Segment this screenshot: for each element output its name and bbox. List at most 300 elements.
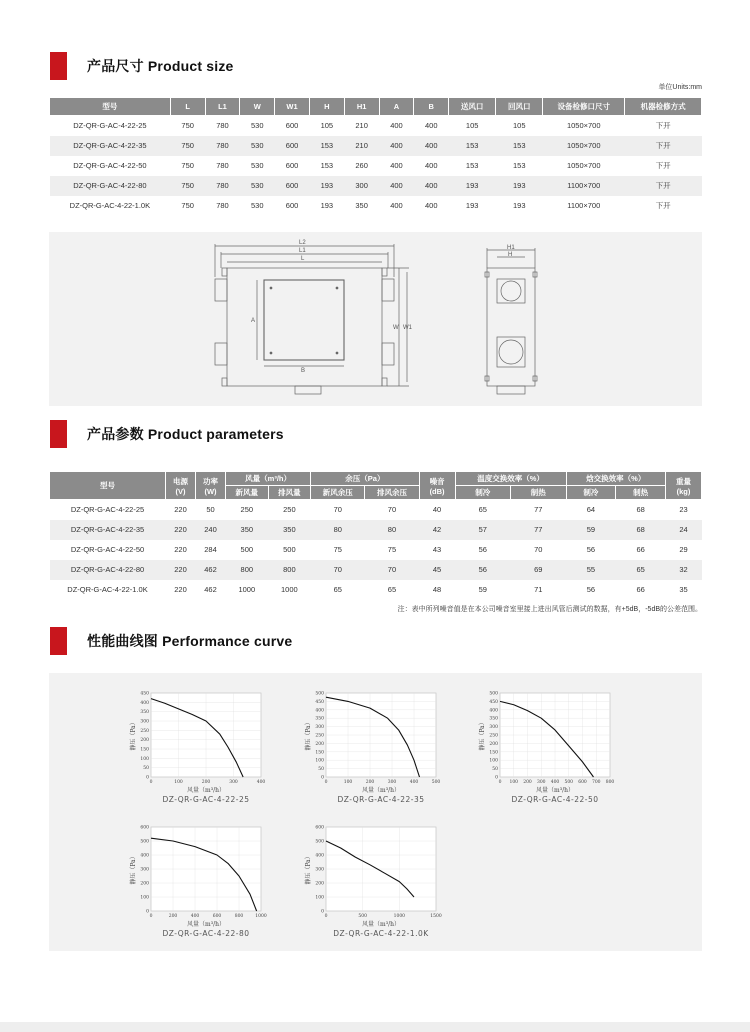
chart-caption: DZ-QR-G-AC-4-22-1.0K <box>333 929 429 938</box>
x-tick-label: 300 <box>387 780 397 785</box>
performance-chart-3 <box>472 691 637 811</box>
air-outlet-bottom <box>499 340 523 364</box>
table-cell: 530 <box>251 161 264 170</box>
table-cell: 69 <box>511 560 567 580</box>
table-cell: 77 <box>534 505 543 515</box>
size-col-header: 设备检修口尺寸 <box>543 98 625 116</box>
size-col-header: 机器检修方式 <box>625 98 702 116</box>
table-cell: 下开 <box>655 201 671 210</box>
table-cell: 220 <box>174 545 187 554</box>
table-cell: 780 <box>216 121 229 131</box>
table-cell: 400 <box>424 161 438 170</box>
y-tick-label: 100 <box>140 895 149 901</box>
table-row <box>50 196 702 216</box>
port-left-top <box>215 279 227 301</box>
size-col-header: H1 <box>344 98 379 116</box>
x-tick-label: 300 <box>229 780 238 785</box>
table-cell: 500 <box>240 545 254 554</box>
section-title-params: 产品参数 Product parameters <box>87 426 284 442</box>
table-cell: 400 <box>390 121 403 131</box>
th-weight: 重量 (kg) <box>666 472 702 500</box>
table-cell: DZ-QR-G-AC-4-22-50 <box>70 545 145 554</box>
table-cell: 462 <box>204 585 217 594</box>
label-a: A <box>251 318 256 324</box>
y-tick-label: 450 <box>315 699 324 705</box>
chart-caption: DZ-QR-G-AC-4-22-35 <box>337 795 425 804</box>
y-tick-label: 0 <box>321 775 324 781</box>
table-cell: 240 <box>196 520 226 540</box>
table-cell: 70 <box>333 505 342 515</box>
th-exhaust-pressure: 排风余压 <box>365 486 419 500</box>
chart-caption: DZ-QR-G-AC-4-22-80 <box>162 929 250 938</box>
th-temp-eff: 温度交换效率（%） <box>455 472 566 486</box>
table-row <box>50 520 702 540</box>
size-col-header: L1 <box>205 98 240 116</box>
drain-pipe <box>295 386 321 394</box>
table-cell: 193 <box>449 176 496 196</box>
table-cell: 750 <box>181 201 194 210</box>
table-cell: DZ-QR-G-AC-4-22-50 <box>73 161 147 170</box>
table-cell: 153 <box>449 136 496 156</box>
table-cell: 800 <box>268 560 311 580</box>
table-cell: 530 <box>251 201 264 210</box>
performance-chart-4 <box>123 825 288 945</box>
table-cell: 350 <box>355 201 368 210</box>
table-row <box>50 136 702 156</box>
y-tick-label: 200 <box>489 741 498 747</box>
table-cell: 65 <box>333 585 342 594</box>
unit-body-side <box>487 268 535 386</box>
x-tick-label: 0 <box>498 780 502 785</box>
table-cell: 400 <box>424 201 438 210</box>
table-cell: 50 <box>206 505 215 515</box>
table-cell: 70 <box>311 560 365 580</box>
table-cell: 66 <box>636 585 645 594</box>
table-cell: 400 <box>390 201 403 210</box>
table-cell: 56 <box>586 585 596 594</box>
table-cell: 75 <box>387 545 397 554</box>
table-cell: 400 <box>390 161 403 170</box>
table-cell: 400 <box>424 121 438 131</box>
section-header-curve <box>50 627 292 655</box>
th-enth-cooling: 制冷 <box>566 486 616 500</box>
table-cell: 210 <box>344 136 379 156</box>
y-axis-label: 静压（Pa） <box>130 853 137 885</box>
y-axis-label: 静压（Pa） <box>130 719 137 751</box>
size-table <box>49 97 702 216</box>
y-tick-label: 600 <box>315 825 324 831</box>
y-tick-label: 400 <box>140 700 149 706</box>
table-cell: 250 <box>283 505 296 515</box>
x-tick-label: 0 <box>324 780 328 785</box>
table-cell: 75 <box>333 545 342 554</box>
y-tick-label: 250 <box>489 733 498 739</box>
table-cell: 48 <box>432 585 442 594</box>
y-tick-label: 0 <box>495 775 498 781</box>
x-tick-label: 100 <box>343 780 353 785</box>
table-cell: 64 <box>586 505 596 515</box>
th-enthalpy-eff: 焓交换效率（%） <box>566 472 665 486</box>
th-airflow: 风量（m³/h） <box>226 472 311 486</box>
table-cell: 24 <box>666 520 702 540</box>
x-tick-label: 100 <box>174 780 183 785</box>
performance-chart-5 <box>298 825 463 945</box>
table-cell: 65 <box>616 560 666 580</box>
table-cell: 600 <box>285 121 299 131</box>
section-header-size <box>50 52 234 80</box>
table-cell: 193 <box>309 176 344 196</box>
table-row <box>50 500 702 520</box>
table-cell: 下开 <box>655 161 671 170</box>
table-cell: 193 <box>465 201 479 210</box>
x-tick-label: 1500 <box>430 914 442 919</box>
table-cell: 153 <box>513 161 526 170</box>
table-cell: 400 <box>379 136 414 156</box>
table-cell: 400 <box>414 176 449 196</box>
table-cell: 750 <box>181 161 194 170</box>
table-cell: 23 <box>679 505 688 515</box>
y-tick-label: 350 <box>140 710 149 716</box>
x-axis-label: 风量（m³/h） <box>362 787 400 794</box>
x-axis-label: 风量（m³/h） <box>187 787 225 794</box>
dimension-diagram <box>49 232 702 406</box>
label-l: L <box>301 256 305 262</box>
table-row <box>50 116 702 136</box>
table-cell: 80 <box>311 520 365 540</box>
table-cell: 70 <box>365 560 419 580</box>
y-tick-label: 300 <box>140 867 149 873</box>
x-tick-label: 400 <box>550 780 560 785</box>
y-axis-label: 静压（Pa） <box>305 853 312 885</box>
table-cell: 500 <box>283 545 296 554</box>
x-tick-label: 700 <box>591 780 601 785</box>
th-noise: 噪音 (dB) <box>419 472 455 500</box>
table-cell: 35 <box>679 585 688 594</box>
section-title-curve: 性能曲线图 Performance curve <box>87 633 293 649</box>
table-cell: 750 <box>170 176 205 196</box>
th-power-supply: 电源 (V) <box>166 472 196 500</box>
y-tick-label: 300 <box>315 725 324 731</box>
y-tick-label: 500 <box>315 691 324 697</box>
table-cell: 59 <box>478 585 487 594</box>
y-tick-label: 250 <box>315 733 324 739</box>
table-cell: 1000 <box>281 585 298 594</box>
size-col-header: W1 <box>275 98 310 116</box>
x-tick-label: 200 <box>201 780 211 785</box>
table-cell: 800 <box>226 560 269 580</box>
performance-chart-2 <box>298 691 463 811</box>
table-cell: 284 <box>204 545 217 554</box>
size-col-header: B <box>414 98 449 116</box>
y-tick-label: 150 <box>315 750 324 756</box>
unit-note: 单位Units:mm <box>658 84 702 91</box>
table-cell: 56 <box>478 545 487 554</box>
table-cell: 530 <box>240 176 275 196</box>
table-cell: 下开 <box>625 176 702 196</box>
x-axis-label: 风量（m³/h） <box>187 921 225 928</box>
table-cell: 70 <box>534 545 543 554</box>
table-cell: 80 <box>365 520 419 540</box>
y-tick-label: 300 <box>140 719 149 725</box>
table-cell: 750 <box>181 121 194 131</box>
table-cell: 462 <box>196 560 226 580</box>
x-tick-label: 500 <box>431 780 441 785</box>
table-cell: 750 <box>170 136 205 156</box>
section-header-params <box>50 420 284 448</box>
table-cell: 57 <box>455 520 510 540</box>
inspection-panel <box>264 280 344 360</box>
air-outlet-top <box>501 281 521 301</box>
table-cell: 56 <box>586 545 596 554</box>
table-cell: 530 <box>240 136 275 156</box>
table-cell: 下开 <box>655 121 671 131</box>
y-tick-label: 350 <box>489 716 498 722</box>
table-cell: 56 <box>455 560 510 580</box>
x-tick-label: 800 <box>234 914 244 919</box>
label-w1: W1 <box>403 325 412 331</box>
x-tick-label: 1000 <box>255 914 267 919</box>
chart-caption: DZ-QR-G-AC-4-22-50 <box>511 795 599 804</box>
table-cell: 70 <box>387 505 397 515</box>
y-tick-label: 150 <box>489 750 498 756</box>
x-tick-label: 300 <box>536 780 546 785</box>
table-cell: 153 <box>309 136 344 156</box>
table-cell: 1050×700 <box>543 136 625 156</box>
table-cell: DZ-QR-G-AC-4-22-80 <box>50 176 171 196</box>
table-cell: 260 <box>355 161 368 170</box>
table-cell: DZ-QR-G-AC-4-22-35 <box>50 136 171 156</box>
section-title-size: 产品尺寸 Product size <box>87 58 234 74</box>
x-tick-label: 400 <box>190 914 200 919</box>
param-table-header-row1 <box>50 472 702 486</box>
table-row <box>50 176 702 196</box>
table-cell: 下开 <box>625 136 702 156</box>
table-cell: DZ-QR-G-AC-4-22-1.0K <box>69 201 151 210</box>
table-cell: 71 <box>534 585 543 594</box>
table-cell: 153 <box>320 161 334 170</box>
y-tick-label: 0 <box>146 909 149 915</box>
label-l2: L2 <box>299 240 306 246</box>
x-tick-label: 500 <box>564 780 574 785</box>
table-cell: 193 <box>320 201 334 210</box>
y-tick-label: 500 <box>315 839 324 845</box>
table-cell: 780 <box>216 161 229 170</box>
param-table <box>49 471 702 600</box>
th-temp-heating: 制热 <box>511 486 567 500</box>
table-cell: 250 <box>240 505 254 515</box>
y-tick-label: 250 <box>140 728 149 734</box>
y-tick-label: 150 <box>140 747 149 753</box>
label-w: W <box>393 325 399 331</box>
table-cell: DZ-QR-G-AC-4-22-35 <box>50 520 166 540</box>
table-cell: DZ-QR-G-AC-4-22-80 <box>50 560 166 580</box>
section-marker <box>50 52 67 80</box>
table-cell: 77 <box>511 520 567 540</box>
x-tick-label: 800 <box>605 780 615 785</box>
table-cell: 1100×700 <box>543 176 625 196</box>
table-cell: 400 <box>379 176 414 196</box>
param-table-body <box>50 500 702 600</box>
x-axis-label: 风量（m³/h） <box>536 787 574 794</box>
table-cell: 40 <box>432 505 442 515</box>
table-cell: 600 <box>275 176 310 196</box>
table-cell: 59 <box>566 520 616 540</box>
table-cell: 220 <box>174 505 187 515</box>
size-col-header: W <box>240 98 275 116</box>
table-cell: 1050×700 <box>566 121 601 131</box>
y-tick-label: 400 <box>140 853 149 859</box>
y-axis-label: 静压（Pa） <box>305 719 312 751</box>
table-cell: 600 <box>285 161 299 170</box>
y-tick-label: 350 <box>315 716 324 722</box>
table-cell: 105 <box>513 121 526 131</box>
size-col-header: H <box>309 98 344 116</box>
y-tick-label: 100 <box>140 756 149 762</box>
x-tick-label: 100 <box>509 780 519 785</box>
th-power: 功率 (W) <box>196 472 226 500</box>
size-table-header <box>50 98 702 116</box>
size-table-body <box>50 116 702 216</box>
section-marker <box>50 420 67 448</box>
size-col-header: 送风口 <box>449 98 496 116</box>
y-tick-label: 450 <box>140 691 149 697</box>
y-tick-label: 400 <box>315 708 324 714</box>
th-exhaust-air: 排风量 <box>268 486 311 500</box>
table-cell: 210 <box>355 121 368 131</box>
x-tick-label: 600 <box>578 780 587 785</box>
table-row <box>50 540 702 560</box>
table-cell: 68 <box>636 505 645 515</box>
label-l1: L1 <box>299 248 306 254</box>
table-cell: 193 <box>496 176 543 196</box>
table-cell: DZ-QR-G-AC-4-22-25 <box>73 121 147 131</box>
table-cell: 350 <box>268 520 311 540</box>
y-tick-label: 0 <box>146 775 149 781</box>
y-tick-label: 200 <box>140 738 149 744</box>
x-tick-label: 0 <box>149 780 153 785</box>
table-cell: 220 <box>166 560 196 580</box>
y-tick-label: 100 <box>315 895 324 901</box>
table-cell: 530 <box>251 121 264 131</box>
table-cell: 68 <box>616 520 666 540</box>
table-row <box>50 580 702 600</box>
y-tick-label: 0 <box>321 909 324 915</box>
th-model: 型号 <box>50 472 166 500</box>
y-tick-label: 50 <box>492 767 498 773</box>
size-col-header: 型号 <box>50 98 171 116</box>
table-cell: 350 <box>226 520 269 540</box>
y-tick-label: 300 <box>489 725 498 731</box>
x-tick-label: 200 <box>168 914 178 919</box>
th-fresh-air: 新风量 <box>226 486 269 500</box>
y-tick-label: 200 <box>140 881 149 887</box>
th-enth-heating: 制热 <box>616 486 666 500</box>
y-tick-label: 400 <box>315 853 324 859</box>
performance-curve-panel <box>49 673 702 951</box>
th-pressure: 余压（Pa） <box>311 472 419 486</box>
y-tick-label: 300 <box>315 867 324 873</box>
table-row <box>50 560 702 580</box>
table-cell: 400 <box>414 136 449 156</box>
page-bottom-strip <box>0 1022 750 1032</box>
table-cell: 65 <box>478 505 487 515</box>
x-axis-label: 风量（m³/h） <box>362 921 400 928</box>
table-cell: 153 <box>465 161 479 170</box>
table-row <box>50 156 702 176</box>
x-tick-label: 200 <box>365 780 375 785</box>
x-tick-label: 500 <box>358 914 367 919</box>
label-h1: H1 <box>507 245 515 251</box>
x-tick-label: 200 <box>523 780 532 785</box>
size-col-header: L <box>170 98 205 116</box>
label-h: H <box>508 252 513 258</box>
table-cell: 1050×700 <box>566 161 601 170</box>
table-cell: 105 <box>320 121 334 131</box>
y-tick-label: 50 <box>143 766 149 772</box>
y-tick-label: 500 <box>489 691 498 697</box>
table-cell: 193 <box>513 201 526 210</box>
x-tick-label: 400 <box>256 780 266 785</box>
y-axis-label: 静压（Pa） <box>479 719 486 751</box>
table-cell: 153 <box>496 136 543 156</box>
table-cell: 300 <box>344 176 379 196</box>
table-cell: 43 <box>432 545 442 554</box>
table-cell: 600 <box>285 201 299 210</box>
y-tick-label: 50 <box>318 767 324 773</box>
table-cell: 66 <box>636 545 645 554</box>
table-cell: 42 <box>419 520 455 540</box>
y-tick-label: 100 <box>315 758 324 764</box>
table-cell: 220 <box>174 585 187 594</box>
x-tick-label: 1000 <box>393 914 406 919</box>
table-cell: DZ-QR-G-AC-4-22-1.0K <box>67 585 148 594</box>
section-marker <box>50 627 67 655</box>
th-temp-cooling: 制冷 <box>455 486 510 500</box>
port-right-bottom <box>382 343 394 365</box>
y-tick-label: 500 <box>140 839 149 845</box>
table-cell: 45 <box>419 560 455 580</box>
y-tick-label: 100 <box>489 758 498 764</box>
table-cell: 780 <box>216 201 229 210</box>
x-tick-label: 0 <box>324 914 328 919</box>
table-cell: 55 <box>566 560 616 580</box>
table-cell: 780 <box>205 136 240 156</box>
label-b: B <box>301 368 306 374</box>
table-cell: 29 <box>679 545 688 554</box>
chart-caption: DZ-QR-G-AC-4-22-25 <box>162 795 250 804</box>
port-left-bottom <box>215 343 227 365</box>
dimension-diagram-panel <box>49 232 702 406</box>
y-tick-label: 200 <box>315 741 324 747</box>
table-cell: 220 <box>166 520 196 540</box>
table-cell: 1100×700 <box>567 201 601 210</box>
y-tick-label: 400 <box>489 708 498 714</box>
x-tick-label: 0 <box>149 914 153 919</box>
table-cell: 65 <box>387 585 397 594</box>
y-tick-label: 450 <box>489 699 498 705</box>
size-col-header: A <box>379 98 414 116</box>
performance-chart-1 <box>123 691 288 811</box>
y-tick-label: 200 <box>315 881 324 887</box>
size-col-header: 回风口 <box>496 98 543 116</box>
table-cell: 600 <box>275 136 310 156</box>
table-cell: DZ-QR-G-AC-4-22-25 <box>70 505 145 515</box>
port-right-top <box>382 279 394 301</box>
x-tick-label: 400 <box>409 780 419 785</box>
y-tick-label: 600 <box>140 825 149 831</box>
x-tick-label: 600 <box>212 914 222 919</box>
table-cell: 105 <box>465 121 479 131</box>
